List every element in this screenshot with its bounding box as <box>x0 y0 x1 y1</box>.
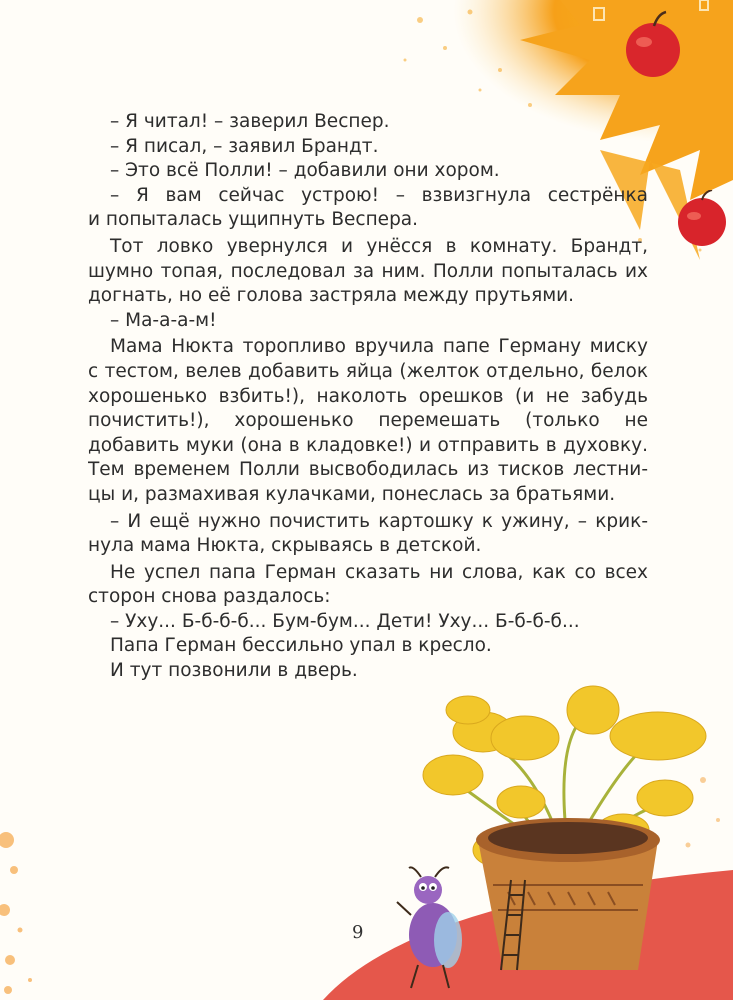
text-line: Тот ловко увернулся и унёсся в комнату. Брандт, <box>110 235 648 257</box>
text-line: Тем временем Полли высвободилась из тисков лестни- <box>88 459 648 481</box>
text-line: – Я писал, – заявил Брандт. <box>110 135 379 157</box>
text-line: И тут позвонили в дверь. <box>110 660 358 682</box>
page-number: 9 <box>352 922 364 943</box>
paint-splatter <box>0 800 60 1000</box>
apple-icon <box>672 190 732 250</box>
text-line: с тестом, велев добавить яйца (желток отдельно, белок <box>88 360 648 382</box>
text-line: цы и, размахивая кулачками, понеслась за братьями. <box>88 483 616 505</box>
text-line: – Я читал! – заверил Веспер. <box>110 111 390 132</box>
text-line: – Уху... Б-б-б-б... Бум-бум... Дети! Уху... Б-б-б-б... <box>110 610 580 632</box>
text-line: нула мама Нюкта, скрываясь в детской. <box>88 535 482 557</box>
text-line: – И ещё нужно почистить картошку к ужину, – крик- <box>110 510 648 532</box>
text-line: – Это всё Полли! – добавили они хором. <box>110 160 500 182</box>
text-line: сторон снова раздалось: <box>88 586 331 608</box>
text-line: – Я вам сейчас устрою! – взвизгнула сестрёнка <box>110 184 648 206</box>
text-line: Мама Нюкта торопливо вручила папе Герману миску <box>110 336 648 358</box>
plant-illustration <box>293 670 733 1000</box>
apple-icon <box>618 10 688 80</box>
text-line: Папа Герман бессильно упал в кресло. <box>110 635 492 657</box>
text-line: догнать, но её голова застряла между прутьями. <box>88 285 575 307</box>
text-line: хорошенько взбить!), наколоть орешков (и не забудь <box>88 385 648 407</box>
text-line: и попыталась ущипнуть Веспера. <box>88 209 419 231</box>
text-line: Не успел папа Герман сказать ни слова, как со всех <box>110 561 648 583</box>
text-line: – Ма-а-а-м! <box>110 309 217 331</box>
text-line: почистить!), хорошенько перемешать (только не <box>88 410 648 432</box>
story-text <box>88 110 648 684</box>
text-line: шумно топая, последовал за ним. Полли попыталась их <box>88 260 648 282</box>
text-line: добавить муки (она в кладовке!) и отправить в духовку. <box>88 434 648 456</box>
